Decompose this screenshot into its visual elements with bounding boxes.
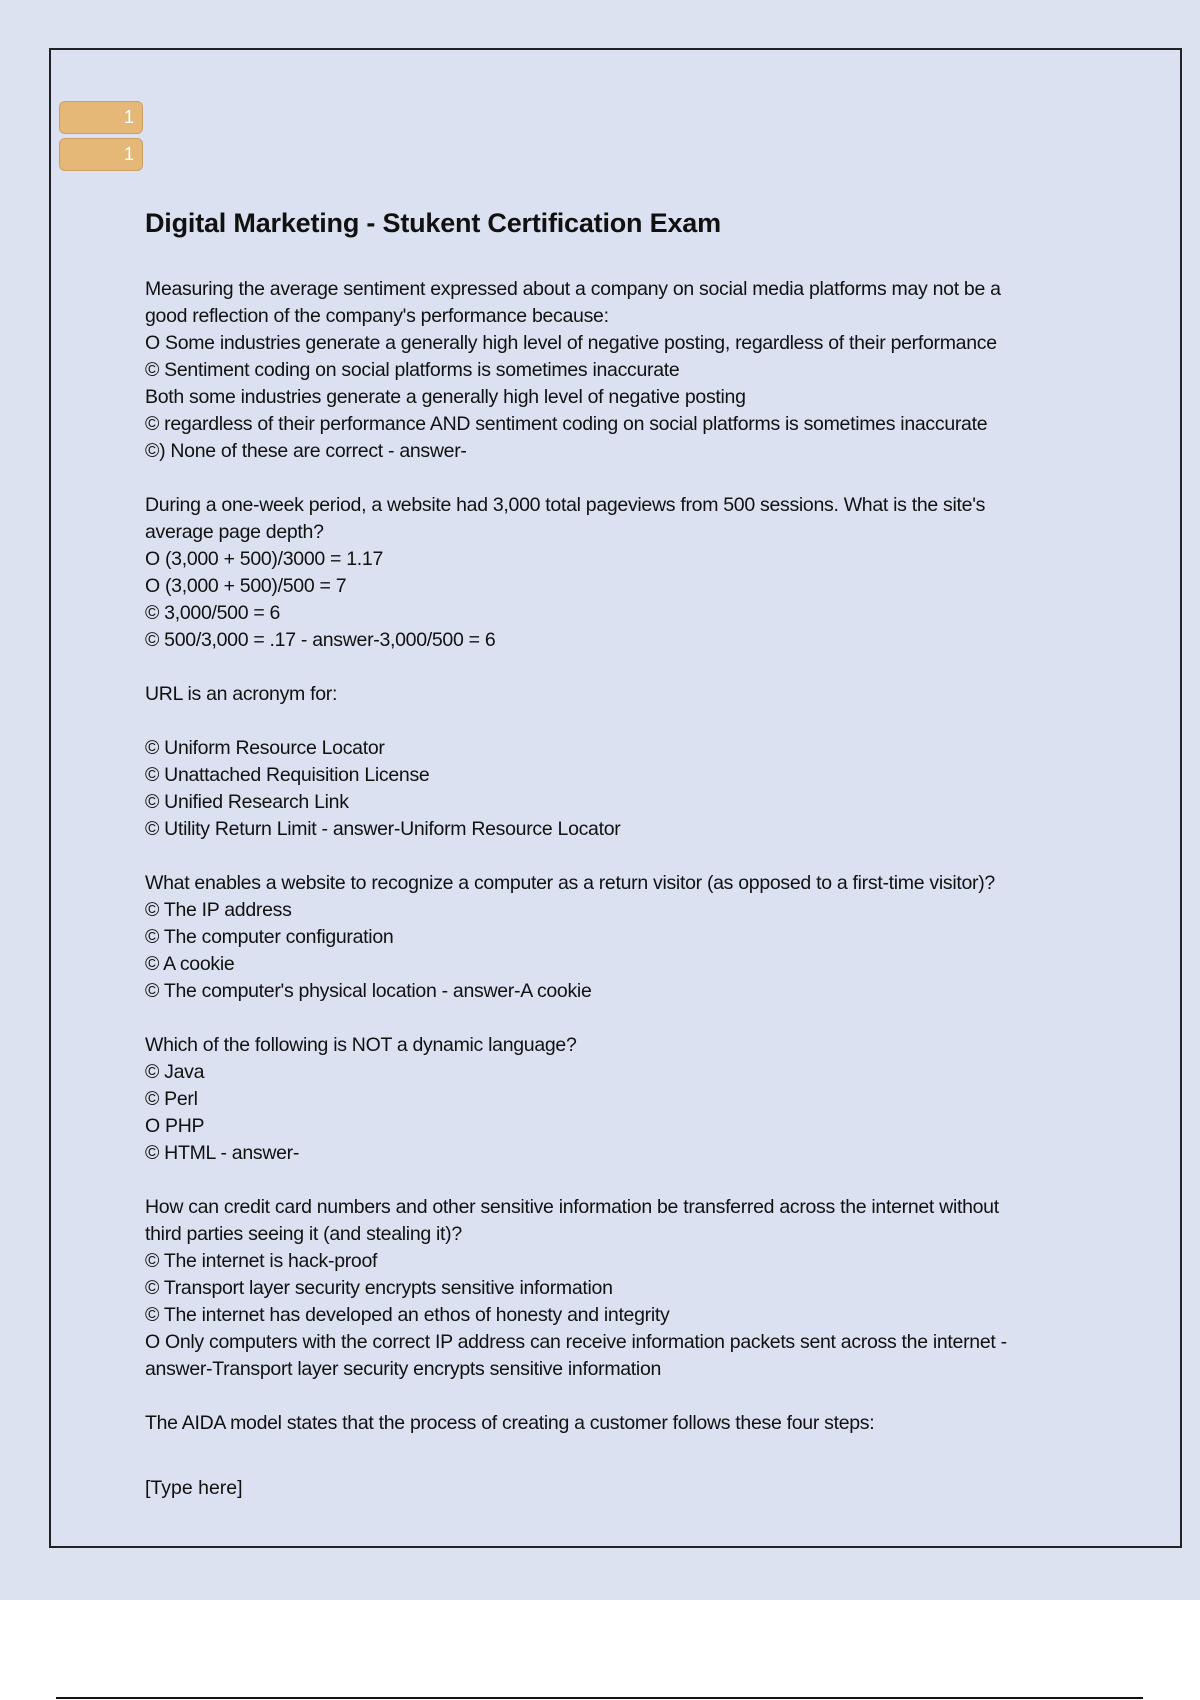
question-text: How can credit card numbers and other sensitive information be transferred across the internet without — [145, 1196, 999, 1218]
answer-line: © regardless of their performance AND sentiment coding on social platforms is sometimes inaccurate — [145, 413, 988, 435]
question-block — [145, 276, 1105, 465]
footer-divider — [56, 1697, 1143, 1699]
answer-line: © Utility Return Limit - answer-Uniform Resource Locator — [145, 818, 621, 840]
answer-line: © Sentiment coding on social platforms is sometimes inaccurate — [145, 359, 680, 381]
question-block — [145, 681, 1105, 843]
page-number-badge: 1 — [59, 101, 143, 134]
answer-line: © The computer's physical location - answer-A cookie — [145, 980, 592, 1002]
answer-line: third parties seeing it (and stealing it)? — [145, 1223, 462, 1245]
answer-line: O (3,000 + 500)/500 = 7 — [145, 575, 347, 597]
answer-line: © The IP address — [145, 899, 292, 921]
answer-line: Both some industries generate a generally high level of negative posting — [145, 386, 746, 408]
answer-line: answer-Transport layer security encrypts sensitive information — [145, 1358, 662, 1380]
answer-line: © 500/3,000 = .17 - answer-3,000/500 = 6 — [145, 629, 496, 651]
answer-line: average page depth? — [145, 521, 324, 543]
question-text: Which of the following is NOT a dynamic language? — [145, 1034, 577, 1056]
question-block — [145, 1032, 1105, 1167]
question-block — [145, 492, 1105, 654]
answer-line: O (3,000 + 500)/3000 = 1.17 — [145, 548, 384, 570]
question-block — [145, 1410, 1105, 1437]
answer-line: © The internet has developed an ethos of honesty and integrity — [145, 1304, 670, 1326]
type-here-placeholder[interactable]: [Type here] — [145, 1477, 243, 1499]
answer-line: O Only computers with the correct IP address can receive information packets sent across the internet - — [145, 1331, 1007, 1353]
answer-line: © A cookie — [145, 953, 235, 975]
answer-line: © Java — [145, 1061, 205, 1083]
question-text: During a one-week period, a website had 3,000 total pageviews from 500 sessions. What is the site's — [145, 494, 986, 516]
question-text: The AIDA model states that the process of creating a customer follows these four steps: — [145, 1412, 875, 1434]
question-block — [145, 1194, 1105, 1383]
answer-line: O PHP — [145, 1115, 205, 1137]
answer-line: © Transport layer security encrypts sensitive information — [145, 1277, 613, 1299]
answer-line: good reflection of the company's performance because: — [145, 305, 609, 327]
answer-line: © Unattached Requisition License — [145, 764, 430, 786]
answer-line: O Some industries generate a generally high level of negative posting, regardless of their performance — [145, 332, 997, 354]
answer-line: © The internet is hack-proof — [145, 1250, 378, 1272]
answer-line: ©) None of these are correct - answer- — [145, 440, 467, 462]
page-number-badge: 1 — [59, 138, 143, 171]
blank-line — [145, 708, 1105, 735]
answer-line: © Uniform Resource Locator — [145, 737, 385, 759]
answer-line: © The computer configuration — [145, 926, 394, 948]
question-text: URL is an acronym for: — [145, 683, 338, 705]
answer-line: © HTML - answer- — [145, 1142, 300, 1164]
answer-line: © 3,000/500 = 6 — [145, 602, 281, 624]
question-text: Measuring the average sentiment expressed about a company on social media platforms may not be a — [145, 278, 1001, 300]
question-text: What enables a website to recognize a computer as a return visitor (as opposed to a first-time visitor)? — [145, 872, 995, 894]
document-content — [145, 198, 1105, 1502]
answer-line: © Unified Research Link — [145, 791, 349, 813]
answer-line: © Perl — [145, 1088, 198, 1110]
question-list — [145, 276, 1105, 1437]
document-title: Digital Marketing - Stukent Certification Exam — [145, 208, 721, 238]
question-block — [145, 870, 1105, 1005]
